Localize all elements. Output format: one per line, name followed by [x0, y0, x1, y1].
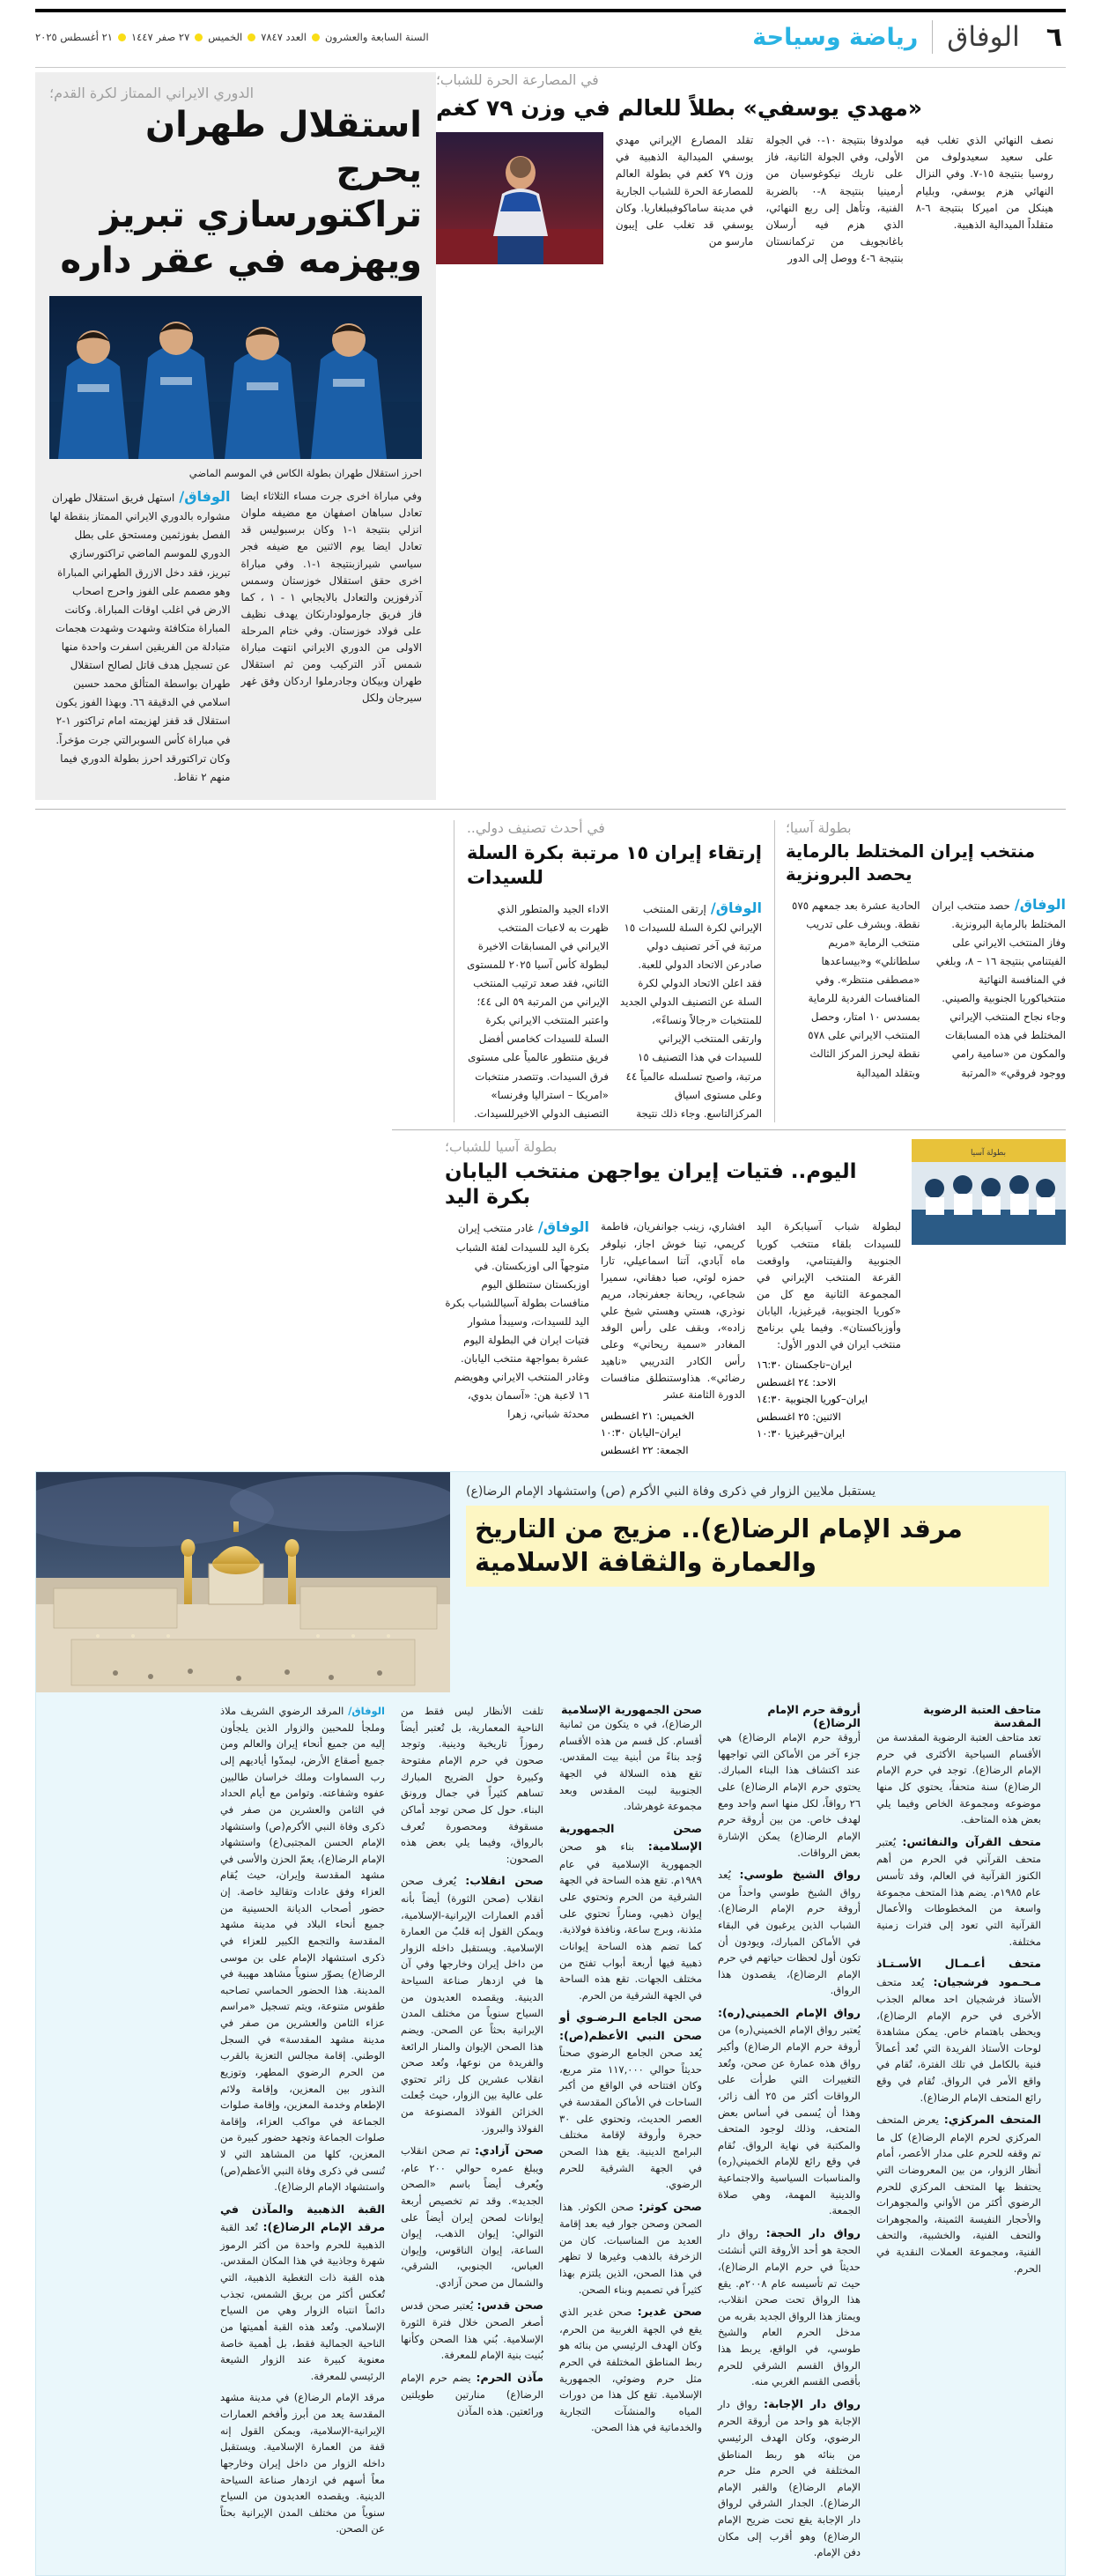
- feature-agency-tag: الوفاق/: [348, 1705, 386, 1718]
- feature-item-heading: صحن آزادي:: [475, 2143, 543, 2158]
- meta-issue: العدد ٧٨٤٧: [261, 31, 307, 43]
- wrestling-photo: [436, 132, 603, 264]
- wrestling-col-mid: مولدوفا بنتيجة ١٠-٠ في الجولة الأولى، وفي الجولة الثانية، فاز على ناريك نيكوغوسيان من أرمينيا بنتيجة ٨-٠ بالضربة الفنية، وتأهل إلى ربع النهائي، الذي هزم فيه أرسلان باغانجويف من تركمانستان بنتيجة ٦-٤ ووصل إلى الدور: [765, 134, 904, 265]
- handball-col-right: غادر منتخب إيران بكرة اليد للسيدات لفئة الشباب متوجهاً الى اوزبكستان. في اوزبكستان ستنطلق اليوم منافسات بطولة آسياللشباب بكرة اليد للسيدات، وسيبدأ مشوار فتيات ايران في البطولة اليوم عشرة بمواجهة منتخب اليابان. وغادر المنتخب الايراني وهويضم ١٦ لاعبة هن: «آسمان بدوي، محدثة شباني، زهرا: [445, 1222, 590, 1421]
- lead-agency-tag: الوفاق/: [179, 488, 231, 506]
- lead-body-right: استهل فريق استقلال طهران مشواره بالدوري الايراني الممتاز بنقطة لها الفصل بفوزثمين ومستحق على بطل الدوري للموسم الماضي تراكتورسازي تبريز، فقد دخل الازرق الطهراني المباراة وهو مصمم على الفوز واحرج اصحاب الارض في اغلب اوقات المباراة. وكانت المباراة متكافئة وشهدت وشهدت هجمات متبادلة من الفريقين اسفرت واحدة منها عن تسجيل هدف قاتل لصالح استقلال طهران بواسطة المتألق محمد حسين اسلامي في الدقيقة ٦٦. وبهذا الفوز يكون استقلال قد قفز لهزيمته امام تراكتور ١-٢ في مباراة كأس السوبرالتي جرت مؤخراً. وكان تراكتورقد احرز بطولة الدوري فيما منهم ٢ نقاط.: [49, 492, 231, 783]
- feature-item-heading: صحن انقلاب:: [465, 1874, 543, 1888]
- feature-headline: مرقد الإمام الرضا(ع).. مزيج من التاريخ والعمارة والثقافة الاسلامية: [475, 1514, 963, 1577]
- feature-item-text: يُعد صحن الجامع الرضوي صحناً حديثاً حوالي ١١٧,٠٠٠ متر مربع، وكان افتتاحه في الواقع من أكبر الساحات في الأماكن المقدسة في العصر الحديث، وتحتوي على ٣٠ حجرة وأروقة لإقامة مختلف البرامج الدينية. يقع هذا الصحن في الجهة الشرقية للحرم الرضوي.: [559, 2047, 703, 2191]
- feature-item-heading: القبة الذهبية والمآذن في مرقد الإمام الرضا(ع):: [220, 2202, 385, 2234]
- row-three: [35, 1139, 1066, 1459]
- feature-item-text: يُعتبر صحن قدس أصغر الصحن خلال فترة الثورة الإسلامية. بُني هذا الصحن وكأنها بُنيت بنية الإمام للمعرفة.: [401, 2298, 543, 2362]
- feature-col3-text: الرضا(ع)، في ه يتكون من ثمانية أقسام. كل قسم من هذه الأقسام وُجد بناءً من أبنية بيت المقدس. تقع هذه السلالة في الجهة الجنوبية لبيت المقدس وبعد مجموعة غوهرشاد.: [559, 1718, 702, 1813]
- feature-item-text: يُعرف صحن انقلاب (صحن الثورة) أيضاً بأنه أقدم العمارات الإيرانية-الإسلامية، ويمكن القول إنه قلبٌ من العمارة الإسلامية. ويستقبل داخله الزوار من داخل إيران وخارجها وفي آن ها في ازدهار صناعة السياحة الدينية. ويقصده العديدون من السياح سنوياً من مختلف المدن الإيرانية بحثاً عن الصحن. ويضم هذا الصحن الإيوان والمنار الرائعة والفريدة من نوعها، وتُعد صحن انقلاب عشرين كل زائر تحتوي على عالية بين الزوار، حيث جُعلت الخزائن الفولاذ المصنوعة من الفولاذ والبروز.: [401, 1875, 543, 2135]
- football-team-photo-art: [49, 296, 422, 459]
- feature-column-4: [393, 1703, 551, 2561]
- lead-photo: [49, 296, 422, 459]
- feature-item-heading: متحف القرآن والنفائس:: [902, 1834, 1042, 1848]
- masthead-divider: [932, 20, 933, 54]
- bullet-dot-icon: [312, 33, 320, 41]
- feature-col2-heading: أروقة حرم الإمام الرضا(ع): [767, 1703, 861, 1730]
- basketball-kicker: في أحدث تصنيف دولي..: [467, 819, 605, 836]
- meta-year: السنة السابعة والعشرون: [324, 31, 429, 43]
- handball-photo: [912, 1139, 1066, 1245]
- article-lead-football: [35, 72, 436, 800]
- feature-item-heading: متحف أعـمـال الأسـتـاذ مـحـمود فرشجيان:: [876, 1957, 1041, 1988]
- feature-column-5: [212, 1703, 393, 2561]
- schedule-item: الاثنين: ٢٥ اغسطس: [757, 1410, 841, 1423]
- masthead-meta: [35, 31, 429, 43]
- shooting-body-wrap: [786, 896, 1066, 1082]
- wrestling-col-left: نصف النهائي الذي تغلب فيه على سعيد سعيدولوف من روسيا بنتيجة ١٥-٧. وفي النزال النهائي هزم يوسفي، وبليام هينكل من اميركا بنتيجة ٦-٨ متقلداً الميدالية الذهبية.: [915, 134, 1053, 231]
- brand-logo: الوفاق: [947, 21, 1020, 53]
- shrine-aerial-photo-art: [36, 1472, 450, 1692]
- feature-item-text: صحن غدير الذي يقع في الجهة الغربية من الحرم، وكان الهدف الرئيسي من بنائه هو ربط المناطق المختلفة في الحرم مثل حرم وضوئي، الجمهورية الإسلامية. تقع كل هذا من دورات المياه والمنشآت التجارية والخدماتية في هذا الصحن.: [559, 2306, 702, 2434]
- schedule-item: ايران–تاجكستان ١٦:٣٠: [757, 1358, 853, 1372]
- shooting-headline: منتخب إيران المختلط بالرماية يحصد البرونزية: [786, 840, 1036, 885]
- feature-col5-text: مرقد الإمام الرضا(ع) في مدينة مشهد المقدسة يعد من أبرز وأفخم العمارات الإيرانية-الإسلامية، ويمكن القول إنه قفة من العمارة الإسلامية. ويستقبل داخله الزوار من داخل إيران وخارجها معاً أسهم في ازدهار صناعة السياحة الدينية. ويقصده العديدون من السياح سنوياً من مختلف المدن الإيرانية بحثاً عن الصحن.: [220, 2391, 385, 2535]
- feature-headline-band: [466, 1506, 1049, 1586]
- article-basketball: [454, 820, 775, 1122]
- handball-col-left: لبطولة شباب آسيابكرة اليد للسيدات بلقاء منتخب كوريا الجنوبية والفيتنامي، واوقعت القرعة المنتخب الإيراني في المجموعة الثانية مع كل من «كوريا الجنوبية، قيرغيزيا، اليابان وأوزباكستان». وفيما يلي برنامج منتخب ايران في الدور الأول:: [757, 1220, 901, 1351]
- meta-gregorian: ٢١ أغسطس ٢٠٢٥: [35, 31, 113, 43]
- row-two-spacer: [53, 820, 454, 1122]
- handball-col-mid: افشاري، زينب جوانفريان، فاطمة كريمي، تينا خوش اجاز، نيلوفر ماه آبادي، آتنا اسماعيلي، تارا حمزه لوئي، صبا دهقاني، سميرا شجاعي، ريحانة جعفرنجاد، مريم نوذري، هستي وهستي شيخ علي زاده»، وبقف على رأس الوفد المغادر «سمية ريحاني» وعلى رأس الكادر التدريبي «ناهيد رضائي». هذاوستنطلق منافسات الدورة الثامنة عشر: [601, 1220, 746, 1402]
- feature-item-heading: رواق دار الإجابة:: [764, 2396, 861, 2410]
- shooting-agency-tag: الوفاق/: [1014, 895, 1066, 913]
- feature-item-heading: صحن غدير:: [637, 2305, 702, 2319]
- article-handball: [434, 1139, 1066, 1459]
- feature-col4-text: تلفت الأنظار ليس فقط من الناحية المعمارية، بل تُعتبر أيضاً رموزاً تاريخية ودينية. وتوجد صحون في حرم الإمام مفتوحة وكبيرة حول الضريح المبارك تساهم كثيراً في جمال ورونق البناء. حول كل صحن توجد أماكن مسقوفة ومحصورة تُعرف بالرواق، وفيما يلي بعض هذه الصحون:: [401, 1705, 543, 1865]
- bullet-dot-icon: [248, 33, 255, 41]
- wrestler-photo-art: [436, 132, 603, 264]
- feature-item-text: يُعد رواق الشيخ طوسي واحداً من أروقة حرم الإمام الرضا(ع). الشباب الذين يرغبون في البقاء في الأماكن المبارك، ويودون أن تكون أول لحظات حياتهم في حرم الإمام الرضا(ع)، يقصدون هذا الرواق.: [718, 1869, 861, 1997]
- feature-column-1: [868, 1703, 1049, 2561]
- shooting-body: حصد منتخب ايران المختلط بالرماية البرونزية. وفاز المنتخب الايراني على الفيتنامي بنتيجة ١٦ – ٨، وبلغي في المنافسة النهائية منتخباكوريا الجنوبية والصيني. وجاء نجاح المنتخب الإيراني المختلط في هذه المسابقات والمكون من «سامية رامي ووجود فروقي» «المرتبة الحادية عشرة بعد جمعهم ٥٧٥ نقطة. وبشرف على تدريب منتخب الرماية «مريم سلطانلي» و«بيساعدها «مصطفى منتظر». وفي المنافسات الفردية للرماية بمسدس ١٠ امتار، وحصل المنتخب الايراني على ٥٧٨ نقطة ليحرز المركز الثالث وبتقلد الميدالية: [792, 899, 1066, 1079]
- feature-item-heading: صحن قدس:: [477, 2298, 544, 2312]
- feature-item-heading: رواق الإمام الخميني(ره):: [718, 2006, 861, 2019]
- feature-item-text: يُعتبر رواق الإمام الخميني(ره) من أروقة حرم الإمام الرضا(ع) وأكبر رواق هذه عمارة عن صحن، وتُعد التغييرات التي طرأت على الرواقات أكثر من ٢٥ ألف زائر، وهذا أن يُسمى في أساس بعض المتحف، وذلك لوجود المتحف والمكتبة في نهاية الرواق. نُقام في وقع رائع للإمام الخميني(ره) والمناسبات السياسية والاجتماعية والدينية المهمة، وهي صلاة الجمعة.: [718, 2024, 861, 2217]
- basketball-agency-tag: الوفاق/: [710, 899, 762, 916]
- feature-column-3: [551, 1703, 710, 2561]
- feature-item-heading: صحن الجمهورية الإسلامية:: [559, 1821, 702, 1854]
- meta-hijri: ٢٧ صفر ١٤٤٧: [130, 31, 190, 43]
- feature-col1-heading: متاحف العتبة الرضوية المقدسة: [923, 1703, 1041, 1730]
- article-shooting: [775, 820, 1066, 1122]
- row-three-spacer: [35, 1139, 434, 1459]
- schedule-item: الخميس: ٢١ اغسطس: [601, 1409, 695, 1422]
- feature-item-heading: صحن الجامع الـرضـوي أو صحن النبي الأعظم(ص):: [559, 2010, 702, 2042]
- handball-mid-col: [601, 1218, 745, 1459]
- feature-article-imam-reza: [35, 1471, 1066, 2576]
- lead-headline-line1: استقلال طهران يحرج: [145, 105, 422, 191]
- bullet-dot-icon: [118, 33, 126, 41]
- schedule-item: الجمعة: ٢٢ اغسطس: [601, 1443, 689, 1456]
- feature-col1-text: تعد متاحف العتبة الرضوية المقدسة من الأقسام السياحية الأكثرى في حرم الإمام الرضا(ع). توجد في حرم الإمام الرضا(ع) سنة متحفاً، يحتوي كل منها موضوعه ومجموعة الخاص وفيما يلي بعض هذه المتاحف.: [876, 1731, 1041, 1826]
- feature-item-text: تُعد القبة الذهبية للحرم واحدة من أكثر الرموز شهرة وجاذبية في هذا المكان المقدس. هذه القبة ذات التغطية الذهبية، التي تُعكس أكثر من بريق الشمس، تجذب دائماً انتباه الزوار وهي من السياح الإسلامي. وتُعد هذه القبة أهميتها من الناحية الجمالية فقط، بل أهمية خاصة معنوية كبيرة عند الزوار الشيعة الرئيسي للمعرفة.: [220, 2221, 385, 2382]
- feature-item-heading: المتحف المركزي:: [943, 2113, 1041, 2127]
- feature-item-text: يُعد متحف الأستاذ فرشجيان احد معالم الجذب الأخرى في حرم الإمام الرضا(ع)، ويحظى باهتمام خاص. يمكن مشاهدة لوحات الأستاذ الفريدة التي تُعد أعمالاً فنية بالكامل في تلك الفترة، تُقام في واقع الأمر في الرواق. تُقام في وقع رائع المتحف الإمام الرضا(ع).: [876, 1975, 1041, 2104]
- feature-item-heading: رواق الشيخ طوسي:: [739, 1868, 861, 1882]
- handball-schedule-col: [757, 1218, 901, 1459]
- feature-item-text: تم صحن انقلاب ويبلغ عمره حوالي ٢٠٠ عام، ويُعرف أيضاً باسم «الصحن الجديد». وقد تم تخصيص أربعة إيوانات لصحن إيران أيضاً على التوالي: إيوان الذهب، إيوان الساعة، إيوان الناقوس، وإيوان العباس، الجنوبي، الشرقي، والشمال من صحن آزادي.: [401, 2144, 543, 2290]
- feature-item-heading: صحن كوثر:: [639, 2199, 702, 2213]
- schedule-item: ايران–قيرغيزيا ١٠:٣٠: [757, 1427, 846, 1440]
- lead-photo-caption: احرز استقلال طهران بطولة الكاس في الموسم الماضي: [188, 466, 422, 479]
- feature-item-text: يُعتبر متحف القرآني في الحرم من أهم الكنوز القرآنية في العالم، وقد تأسس عام ١٩٨٥م. يضم هذا المتحف مجموعة واسعة من المخطوطات والأعمال القرآنية التي تعود إلى فترات زمنية مختلفة.: [876, 1835, 1041, 1948]
- feature-item-heading: رواق دار الحجة:: [765, 2225, 861, 2239]
- feature-subtitle: يستقبل ملايين الزوار في ذكرى وفاة النبي الأكرم (ص) واستشهاد الإمام الرضا(ع): [466, 1484, 876, 1499]
- row-two: [35, 820, 1066, 1122]
- feature-col3-heading: صحن الجمهورية الإسلامية: [561, 1703, 702, 1717]
- handball-team-photo-art: [912, 1139, 1066, 1245]
- section-title: رياضة وسياحة: [752, 23, 919, 51]
- feature-item-heading: مآذن الحرم:: [476, 2370, 543, 2384]
- feature-item-text: رواق دار الإجابة هو واحد من أروقة الحرم الرضوي، وكان الهدف الرئيسي من بنائه هو ربط المناطق المختلفة في الحرم مثل حرم الإمام الرضا(ع) والقبر الإمام الرضا(ع). الجدار الشرقي لرواق دار الإجابة يقع تحت ضريح الإمام الرضا(ع) وهو أقرب إلى مكان دفن الإمام.: [718, 2397, 861, 2559]
- feature-column-2: [710, 1703, 868, 2561]
- wrestling-kicker: في المصارعة الحرة للشباب؛: [436, 72, 599, 88]
- feature-item-text: يضم حرم الإمام الرضا(ع) منارتين طويلتين ورائعتين. هذه المآذن: [401, 2371, 543, 2417]
- top-section: [35, 72, 1066, 800]
- lead-headline-line2: تراكتورسازي تبريز: [100, 195, 422, 236]
- article-wrestling: [436, 72, 1066, 800]
- feature-item-text: يعرض المتحف المركزي لحرم الإمام الرضا(ع) كل ما تم وقفه للحرم على مدار الأعصر، أمام أنظار الزوار، من بين المعروضات التي يحتفظ بها المتحف المركزي للحرم الرضوي أكثر من الأواني والمجوهرات والأحجار النفيسة الثمينة، والمجوهرات والتحف الفنية، والخشبية، والتحف الفنية، ومجموعة العملات النقدية في الحرم.: [876, 2113, 1041, 2275]
- feature-intro: المرقد الرضوي الشريف ملاذ وملجأ للمحبين والزوار الذين يلجأون إليه من جميع أنحاء إيران والعالم ومن جميع أصقاع الأرض، ليمدّوا أياديهم إلى رب السماوات وملك خراسان طالبين عفوه وشفاعته. وتوامن مع أيام الحداد في الثامن والعشرين من صفر في ذكرى وفاة النبي الأكرم(ص) واستشهاد الإمام الحسن المجتبى(ع) واستشهاد الإمام الرضا(ع)، يعمّ الحزن والأسى في مشهد المقدسة وإيران، حيث يُقام العزاء وفق عادات وتقاليد خاصة. إن حضور أصحاب الديانة الحسينية من جميع أنحاء البلاد في مدينة مشهد المقدسة والتجمع الكبير للعزاء في ذكرى استشهاد الإمام على بن موسى الرضا(ع) يصوّر سنوياً مشاهد مهيبة في المدينة. هذا الحضور الحماسي تصاحبه طقوس متنوعة، ويتم تسجيل «مراسم عزاء الثامن والعشرين من صفر في مدينة مشهد المقدسة» في السجل الوطني. إقامة مجالس التعزية بالقرب من الحرم الرضوي المطهر، وتوزيع النذور بين المعزين، وإقامة ولائم الإطعام وخدمة المعزين، وإقامة صلوات الجماعة في مواكب العزاء، وإقامة صلوات الجماعة وتجهد حضور كبيرة من المعزين، كلها من المشاهد التي لا تُنسى في ذكرى وفاة النبي الأعظم(ص) واستشهاد الإمام الرضا(ع).: [220, 1705, 385, 2194]
- wrestling-col-right: تقلد المصارع الإيراني مهدي يوسفي الميدالية الذهبية في وزن ٧٩ كغم في بطولة العالم للمصارعة الحرة للشباب الجارية في مدينة ساماكوفببلغاريا. وكان يوسفي قد تغلب على إيبون مارسو من: [616, 134, 754, 248]
- feature-item-text: بناء هو صحن الجمهورية الإسلامية في عام ١٩٨٩م. تقع هذه الساحة في الجهة الشرقية من الحرم وتحتوي على إيوان ذهبي، ومناراً تحتوي على مئذنة، وبرج ساعة، ونافذة فولاذية. كما تضم هذه الساحة إيوانات ذهبية فيها أربعة أبواب تفتح من مختلف الجهات. تقع هذه الساحة في الجهة الشرقية من الحرم.: [559, 1840, 702, 2002]
- page-number: ٦: [1046, 21, 1062, 53]
- wrestling-headline: «مهدي يوسفي» بطلاً للعالم في وزن ٧٩ كغم: [436, 95, 923, 121]
- shooting-kicker: بطولة آسيا؛: [786, 819, 852, 836]
- feature-col2-text: أروقة حرم الإمام الرضا(ع) هي جزء آخر من الأماكن التي تواجهها عند اكتشاف هذا البناء المبارك. يحتوي حرم الإمام الرضا(ع) على ٢٦ رواقاً، لكل منها اسم واحد ومع لهدف خاص. من بين أروقة حرم الإمام الرضا(ع) يمكن الإشارة بعض الرواقات.: [718, 1731, 861, 1859]
- lead-body-left: وفي مباراة اخرى جرت مساء الثلاثاء ايضا تعادل سباهان اصفهان مع مضيفه ملوان انزلي بنتيجة ١-١ وكان برسبوليس قد تعادل ايضا يوم الاثنين مع ضيفه فجر سياسي شيرازبنتيجة ١-١. وفي مباراة اخرى حقق استقلال خوزستان وسمس آذرفوزين والتعادل بالايجابي ١ - ١ ، كما فاز فريق جارمولودارنكان يهدف نظيف على فولاد خوزستان. وفي ختام المرحلة الاولى من الدوري الايراني انتهت مباراة شمس آذر التركيب ومن ثم استقلال طهران وبيكان وجادرملوا اردكان وفق غهر سيرجان ولكل: [240, 490, 422, 705]
- rule-after-row-two: [392, 1129, 1066, 1130]
- masthead-bottom-rule: [35, 67, 1066, 68]
- basketball-body: إرتقى المنتخب الإيراني لكرة السلة للسيدات ١٥ مرتبة في آخر تصنيف دولي صادرعن الاتحاد الدولي للعبة. فقد اعلن الاتحاد الدولي لكرة السلة عن التصنيف الدولي الجديد للمنتخبات «رجالاً ونساءً»، وارتقى المنتخب الإيراني للسيدات في هذا التصنيف ١٥ مرتبة، واصبح تسلسله عالمياً ٤٤ وعلى مستوى اسياق المركزالتاسع. وجاء ذلك نتيجة الاداء الجيد والمتطور الذي ظهرت به لاعبات المنتخب الايراني في المسابقات الاخيرة لبطولة كأس آسيا ٢٠٢٥ للمستوى الثاني، فقد صعد ترتيب المنتخب الإيراني من المرتبة ٥٩ الى ٤٤؛ واعتبر المنتخب الايراني بكرة السلة للسيدات كخامس أفضل فريق منتطور عالمياً على مستوى فرق السيدات. وتتصدر منتخبات «امريكا – استراليا وفرنسا» التصنيف الدولي الاخيرللسيدات.: [467, 902, 762, 1120]
- schedule-item: الاحد: ٢٤ اغسطس: [757, 1375, 837, 1388]
- feature-photo: [36, 1472, 450, 1692]
- feature-item-text: صحن الكوثر. هذا الصحن وصحن جوار فيه بعد إقامة العديد من المناسبات. كان من الزخرفة بالذهب وغيرها لا تظهر في هذا الصحن، الذين يلتزم بهذا كثيراً في تصميم وبناء الصحن.: [559, 2200, 702, 2296]
- basketball-body-wrap: [467, 899, 762, 1122]
- lead-kicker: الدوري الايراني الممتاز لكرة القدم؛: [49, 85, 255, 101]
- handball-kicker: بطولة آسيا للشباب؛: [445, 1138, 558, 1155]
- feature-item-text: رواق دار الحجة هو أحد الأروقة التي أنشئت حديثاً في حرم الإمام الرضا(ع)، حيث تم تأسيسه عام ٢٠٠٨م. يقع هذا الرواق تحت صحن انقلاب، ويمتاز هذا الرواق الجديد بقربه من مدخل الحرم العام والشيخ طوسي، في الواقع، يربط هذا الرواق القسم الشرقي للحرم بأقصى القسم الغربي منه.: [718, 2226, 861, 2388]
- handball-agency-tag: الوفاق/: [537, 1218, 590, 1236]
- rule-after-top: [35, 809, 1066, 810]
- svg-text:بطولة آسيا: بطولة آسيا: [970, 1147, 1007, 1157]
- schedule-item: ايران–كوريا الجنوبية ١٤:٣٠: [757, 1393, 868, 1406]
- meta-weekday: الخميس: [208, 31, 243, 43]
- masthead: [35, 0, 1066, 63]
- schedule-item: ايران–اليابان ١٠:٣٠: [601, 1426, 682, 1440]
- handball-headline: اليوم.. فتيات إيران يواجهن منتخب اليابان بكرة اليد: [445, 1159, 857, 1209]
- lead-headline-line3: ويهزمه في عقر داره: [60, 240, 422, 281]
- basketball-headline: إرتقاء إيران ١٥ مرتبة بكرة السلة للسيدات: [467, 841, 762, 889]
- bullet-dot-icon: [195, 33, 203, 41]
